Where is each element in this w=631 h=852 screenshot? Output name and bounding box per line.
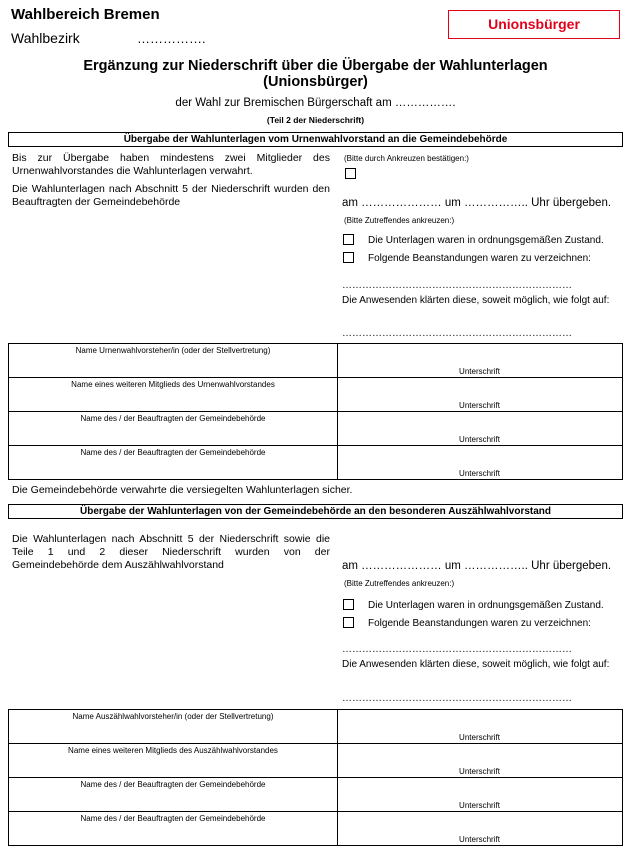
- section1-confirm-hint: (Bitte durch Ankreuzen bestätigen:): [344, 154, 469, 163]
- section2-option1-label: Die Unterlagen waren in ordnungsgemäßen Zustand.: [368, 600, 604, 611]
- signature-name-label: Name eines weiteren Mitglieds des Urnenwahlvorstandes: [71, 380, 275, 389]
- signature-row[interactable]: [9, 744, 622, 778]
- section1-clarify-line[interactable]: ……………………………………………………………: [342, 328, 572, 339]
- title-line-1: Ergänzung zur Niederschrift über die Übergabe der Wahlunterlagen: [83, 58, 548, 74]
- section1-footer: Die Gemeindebehörde verwahrte die versiegelten Wahlunterlagen sicher.: [12, 484, 353, 496]
- signature-label: Unterschrift: [459, 401, 500, 410]
- signature-row[interactable]: [9, 812, 622, 845]
- section1-option1-checkbox[interactable]: [343, 234, 354, 245]
- section2-heading-text: Übergabe der Wahlunterlagen von der Gemeindebehörde an den besonderen Auszählwahlvorstand: [79, 506, 551, 517]
- section2-datetime-line[interactable]: am ………………… um …………….. Uhr übergeben.: [342, 560, 612, 572]
- signature-row[interactable]: [9, 778, 622, 812]
- section2-choose-hint: (Bitte Zutreffendes ankreuzen:): [344, 579, 455, 588]
- signature-name-label: Name eines weiteren Mitglieds des Auszählwahlvorstandes: [68, 746, 278, 755]
- section1-option2-checkbox[interactable]: [343, 252, 354, 263]
- signature-name-label: Name Auszählwahlvorsteher/in (oder der Stellvertretung): [72, 712, 274, 721]
- part-label: (Teil 2 der Niederschrift): [266, 115, 365, 125]
- document-title: [0, 58, 631, 90]
- section1-heading: [8, 132, 623, 147]
- badge-label: Unionsbürger: [488, 16, 580, 32]
- section1-signature-table: [8, 343, 623, 480]
- section1-para2: Die Wahlunterlagen nach Abschnitt 5 der Niederschrift wurden den Beauftragten der Gemeindebehörde: [12, 183, 330, 208]
- wahlbezirk-label: Wahlbezirk: [11, 30, 80, 46]
- section2-signature-table: [8, 709, 623, 846]
- section2-option2-label: Folgende Beanstandungen waren zu verzeichnen:: [368, 618, 591, 629]
- section1-choose-hint: (Bitte Zutreffendes ankreuzen:): [344, 216, 455, 225]
- signature-label: Unterschrift: [459, 435, 500, 444]
- signature-name-label: Name Urnenwahlvorsteher/in (oder der Stellvertretung): [75, 346, 271, 355]
- signature-row[interactable]: [9, 378, 622, 412]
- section1-para1: Bis zur Übergabe haben mindestens zwei Mitglieder des Urnenwahlvorstandes die Wahlunterlagen verwahrt.: [12, 152, 330, 177]
- signature-name-label: Name des / der Beauftragten der Gemeindebehörde: [80, 814, 266, 823]
- section2-remarks-line[interactable]: ……………………………………………………………: [342, 644, 572, 655]
- section2-option1-checkbox[interactable]: [343, 599, 354, 610]
- section1-datetime-line[interactable]: am ………………… um …………….. Uhr übergeben.: [342, 197, 612, 209]
- section2-heading: [8, 504, 623, 519]
- section1-option1-label: Die Unterlagen waren in ordnungsgemäßen Zustand.: [368, 235, 604, 246]
- signature-name-label: Name des / der Beauftragten der Gemeindebehörde: [80, 448, 266, 457]
- signature-name-label: Name des / der Beauftragten der Gemeindebehörde: [80, 414, 266, 423]
- section1-clarify-text: Die Anwesenden klärten diese, soweit möglich, wie folgt auf:: [342, 295, 610, 306]
- title-line-2: (Unionsbürger): [263, 74, 368, 90]
- signature-row[interactable]: [9, 412, 622, 446]
- section1-heading-text: Übergabe der Wahlunterlagen vom Urnenwahlvorstand an die Gemeindebehörde: [123, 134, 508, 145]
- signature-label: Unterschrift: [459, 835, 500, 844]
- unionsbuerger-badge: [448, 10, 620, 39]
- signature-row[interactable]: [9, 710, 622, 744]
- section2-para: Die Wahlunterlagen nach Abschnitt 5 der Niederschrift sowie die Teile 1 und 2 dieser Niederschrift wurden von der Gemeindebehörde dem Auszählwahlvorstand: [12, 533, 330, 571]
- signature-row[interactable]: [9, 446, 622, 479]
- signature-label: Unterschrift: [459, 767, 500, 776]
- wahlbezirk-field[interactable]: …………….: [137, 31, 206, 46]
- wahlbereich-title: Wahlbereich Bremen: [11, 6, 160, 23]
- signature-label: Unterschrift: [459, 469, 500, 478]
- signature-row[interactable]: [9, 344, 622, 378]
- signature-label: Unterschrift: [459, 367, 500, 376]
- section1-remarks-line[interactable]: ……………………………………………………………: [342, 280, 572, 291]
- section1-confirm-checkbox[interactable]: [345, 168, 356, 179]
- section2-option2-checkbox[interactable]: [343, 617, 354, 628]
- section2-clarify-line[interactable]: ……………………………………………………………: [342, 693, 572, 704]
- election-date-line: der Wahl zur Bremischen Bürgerschaft am …………….: [175, 97, 456, 109]
- signature-name-label: Name des / der Beauftragten der Gemeindebehörde: [80, 780, 266, 789]
- signature-label: Unterschrift: [459, 801, 500, 810]
- section1-option2-label: Folgende Beanstandungen waren zu verzeichnen:: [368, 253, 591, 264]
- section2-clarify-text: Die Anwesenden klärten diese, soweit möglich, wie folgt auf:: [342, 659, 610, 670]
- signature-label: Unterschrift: [459, 733, 500, 742]
